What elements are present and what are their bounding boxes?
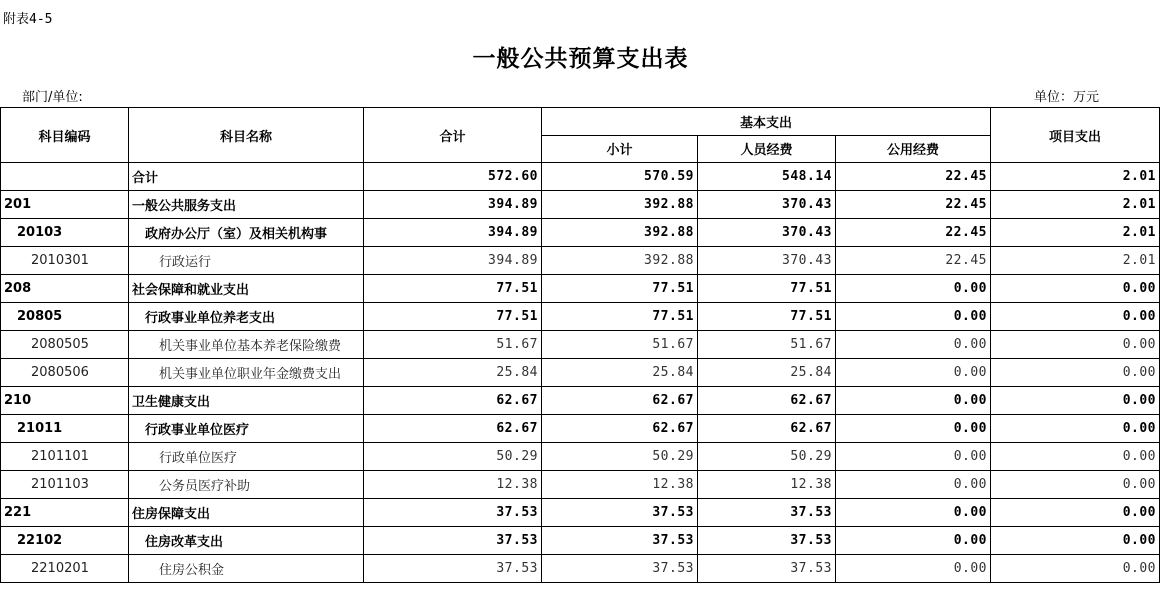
cell-personnel: 62.67 (698, 387, 836, 415)
cell-total: 12.38 (364, 471, 542, 499)
cell-code: 20103 (1, 219, 129, 247)
cell-public: 0.00 (836, 471, 991, 499)
table-row (1, 275, 1160, 303)
table-row (1, 303, 1160, 331)
cell-personnel: 62.67 (698, 415, 836, 443)
cell-personnel: 370.43 (698, 219, 836, 247)
table-row (1, 247, 1160, 275)
cell-code: 208 (1, 275, 129, 303)
cell-name: 卫生健康支出 (129, 387, 364, 415)
cell-public: 0.00 (836, 331, 991, 359)
table-row (1, 527, 1160, 555)
cell-project: 0.00 (991, 471, 1160, 499)
cell-code: 2010301 (1, 247, 129, 275)
cell-total: 394.89 (364, 219, 542, 247)
cell-subtotal: 12.38 (542, 471, 698, 499)
cell-subtotal: 37.53 (542, 499, 698, 527)
cell-personnel: 50.29 (698, 443, 836, 471)
header-total: 合计 (364, 108, 542, 163)
cell-code: 201 (1, 191, 129, 219)
header-basic: 基本支出 (542, 108, 991, 136)
table-row (1, 443, 1160, 471)
cell-personnel: 25.84 (698, 359, 836, 387)
cell-subtotal: 51.67 (542, 331, 698, 359)
cell-public: 22.45 (836, 219, 991, 247)
cell-name: 行政单位医疗 (129, 443, 364, 471)
cell-subtotal: 77.51 (542, 303, 698, 331)
cell-name: 住房公积金 (129, 555, 364, 583)
cell-total: 37.53 (364, 527, 542, 555)
table-row (1, 359, 1160, 387)
cell-project: 0.00 (991, 359, 1160, 387)
cell-name: 住房改革支出 (129, 527, 364, 555)
cell-public: 22.45 (836, 191, 991, 219)
header-project: 项目支出 (991, 108, 1160, 163)
cell-project: 0.00 (991, 415, 1160, 443)
cell-name: 社会保障和就业支出 (129, 275, 364, 303)
cell-code: 210 (1, 387, 129, 415)
cell-subtotal: 50.29 (542, 443, 698, 471)
cell-name: 行政事业单位医疗 (129, 415, 364, 443)
cell-subtotal: 392.88 (542, 247, 698, 275)
cell-name: 一般公共服务支出 (129, 191, 364, 219)
cell-subtotal: 392.88 (542, 191, 698, 219)
table-row (1, 415, 1160, 443)
cell-total: 394.89 (364, 247, 542, 275)
table-row (1, 555, 1160, 583)
cell-personnel: 77.51 (698, 275, 836, 303)
header-personnel: 人员经费 (698, 135, 836, 163)
cell-public: 0.00 (836, 443, 991, 471)
header-code: 科目编码 (1, 108, 129, 163)
cell-name: 合计 (129, 163, 364, 191)
cell-subtotal: 392.88 (542, 219, 698, 247)
cell-project: 0.00 (991, 527, 1160, 555)
cell-subtotal: 62.67 (542, 415, 698, 443)
cell-public: 0.00 (836, 303, 991, 331)
cell-project: 0.00 (991, 303, 1160, 331)
cell-total: 77.51 (364, 275, 542, 303)
cell-subtotal: 25.84 (542, 359, 698, 387)
cell-project: 0.00 (991, 331, 1160, 359)
cell-personnel: 548.14 (698, 163, 836, 191)
cell-public: 0.00 (836, 555, 991, 583)
cell-code: 20805 (1, 303, 129, 331)
cell-name: 公务员医疗补助 (129, 471, 364, 499)
cell-total: 62.67 (364, 415, 542, 443)
cell-public: 0.00 (836, 499, 991, 527)
cell-total: 51.67 (364, 331, 542, 359)
cell-code: 21011 (1, 415, 129, 443)
cell-personnel: 37.53 (698, 527, 836, 555)
cell-total: 62.67 (364, 387, 542, 415)
cell-code (1, 163, 129, 191)
cell-public: 22.45 (836, 163, 991, 191)
cell-subtotal: 570.59 (542, 163, 698, 191)
table-row (1, 387, 1160, 415)
unit-label: 单位：万元 (1034, 90, 1100, 105)
cell-name: 住房保障支出 (129, 499, 364, 527)
cell-total: 37.53 (364, 555, 542, 583)
table-row (1, 331, 1160, 359)
cell-personnel: 370.43 (698, 247, 836, 275)
cell-code: 2080505 (1, 331, 129, 359)
cell-project: 0.00 (991, 555, 1160, 583)
cell-project: 0.00 (991, 275, 1160, 303)
cell-project: 2.01 (991, 191, 1160, 219)
table-row (1, 219, 1160, 247)
table-body (1, 163, 1160, 583)
cell-name: 政府办公厅（室）及相关机构事 (129, 219, 364, 247)
attachment-label: 附表4-5 (3, 12, 53, 27)
table-row (1, 471, 1160, 499)
cell-code: 2080506 (1, 359, 129, 387)
cell-subtotal: 62.67 (542, 387, 698, 415)
cell-personnel: 37.53 (698, 555, 836, 583)
cell-public: 0.00 (836, 527, 991, 555)
cell-total: 25.84 (364, 359, 542, 387)
cell-public: 0.00 (836, 387, 991, 415)
cell-personnel: 51.67 (698, 331, 836, 359)
cell-project: 2.01 (991, 163, 1160, 191)
table-row (1, 163, 1160, 191)
cell-name: 行政事业单位养老支出 (129, 303, 364, 331)
page-title: 一般公共预算支出表 (472, 45, 689, 72)
cell-name: 机关事业单位基本养老保险缴费 (129, 331, 364, 359)
cell-total: 394.89 (364, 191, 542, 219)
cell-code: 221 (1, 499, 129, 527)
cell-subtotal: 77.51 (542, 275, 698, 303)
cell-project: 0.00 (991, 499, 1160, 527)
cell-subtotal: 37.53 (542, 555, 698, 583)
cell-public: 0.00 (836, 415, 991, 443)
cell-total: 50.29 (364, 443, 542, 471)
cell-personnel: 12.38 (698, 471, 836, 499)
table-header (1, 108, 1160, 163)
cell-public: 0.00 (836, 275, 991, 303)
department-label: 部门/单位: (22, 90, 83, 105)
table-row (1, 191, 1160, 219)
budget-table (0, 107, 1160, 583)
header-subtotal: 小计 (542, 135, 698, 163)
cell-project: 0.00 (991, 443, 1160, 471)
header-public: 公用经费 (836, 135, 991, 163)
header-name: 科目名称 (129, 108, 364, 163)
cell-project: 2.01 (991, 219, 1160, 247)
cell-project: 2.01 (991, 247, 1160, 275)
cell-public: 22.45 (836, 247, 991, 275)
cell-personnel: 77.51 (698, 303, 836, 331)
cell-total: 572.60 (364, 163, 542, 191)
cell-personnel: 370.43 (698, 191, 836, 219)
cell-code: 22102 (1, 527, 129, 555)
cell-code: 2101103 (1, 471, 129, 499)
cell-name: 机关事业单位职业年金缴费支出 (129, 359, 364, 387)
cell-personnel: 37.53 (698, 499, 836, 527)
cell-name: 行政运行 (129, 247, 364, 275)
table-row (1, 499, 1160, 527)
cell-project: 0.00 (991, 387, 1160, 415)
cell-subtotal: 37.53 (542, 527, 698, 555)
cell-total: 37.53 (364, 499, 542, 527)
cell-public: 0.00 (836, 359, 991, 387)
cell-total: 77.51 (364, 303, 542, 331)
cell-code: 2101101 (1, 443, 129, 471)
cell-code: 2210201 (1, 555, 129, 583)
